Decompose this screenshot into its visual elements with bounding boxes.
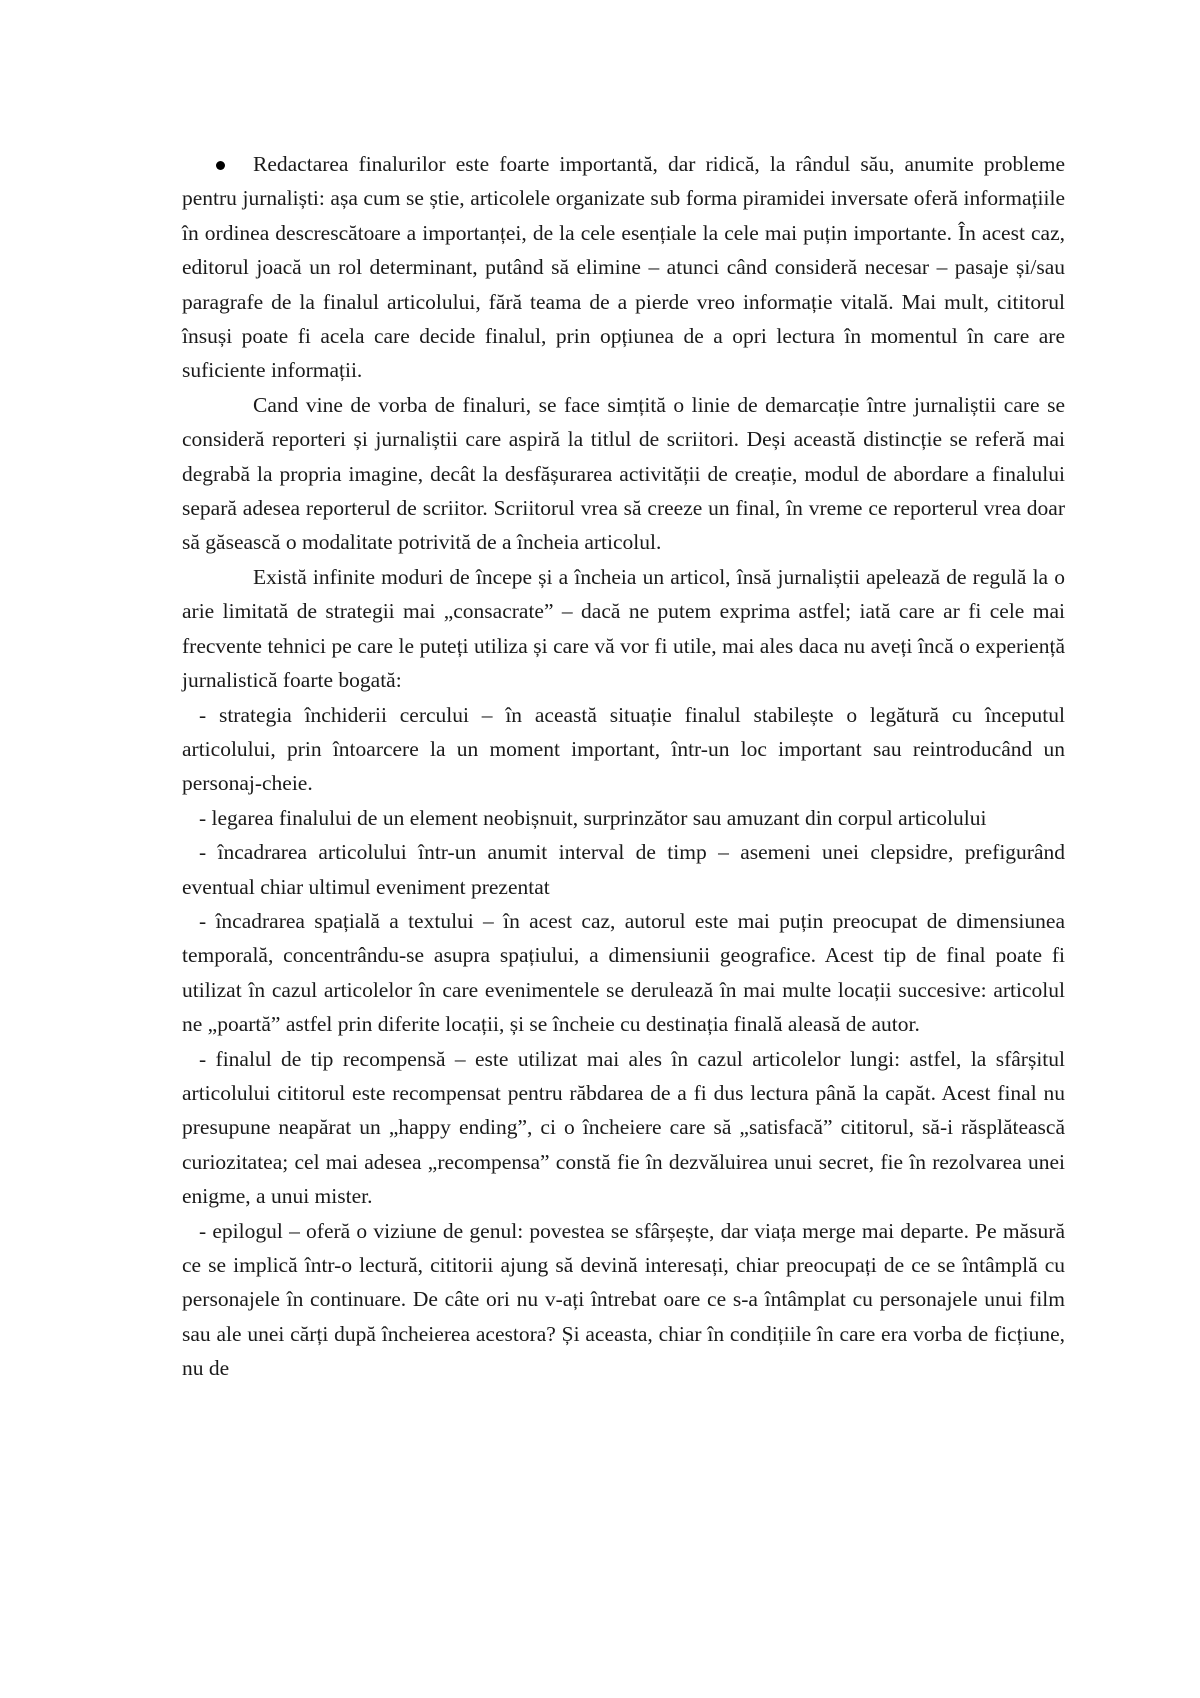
document-body [182,147,1065,1386]
bullet-paragraph [182,147,1065,388]
paragraph-strategii: Există infinite moduri de începe și a încheia un articol, însă jurnaliștii apelează de regulă la o arie limitată de strategii mai „consacrate” – dacă ne putem exprima astfel; iată care ar fi cele mai frecvente tehnici pe care le puteți utiliza și care vă vor fi utile, mai ales daca nu aveți încă o experiență jurnalistică foarte bogată: [182,564,1065,693]
list-item-incadrare-spatiala: - încadrarea spațială a textului – în acest caz, autorul este mai puțin preocupat de dimensiunea temporală, concentrându-se asupra spațiului, a dimensiunii geografice. Acest tip de final poate fi utilizat în cazul articolelor în care evenimentele se derulează în mai multe locații succesive: articolul ne „poartă” astfel prin diferite locații, și se încheie cu destinația finală aleasă de autor. [182,908,1065,1037]
list-item-epilogul: - epilogul – oferă o viziune de genul: povestea se sfârșește, dar viața merge mai departe. Pe măsură ce se implică într-o lectură, cititorii ajung să devină interesați, chiar preocupați de ce se întâmplă cu personajele în continuare. De câte ori nu v-ați întrebat oare ce s-a întâmplat cu personajele unui film sau ale unei cărți după încheierea acestora? Și aceasta, chiar în condițiile în care era vorba de ficțiune, nu de [182,1218,1065,1381]
list-item-inchiderea-cercului: - strategia închiderii cercului – în această situație finalul stabilește o legătură cu începutul articolului, prin întoarcere la un moment important, într-un loc important sau reintroducând un personaj-cheie. [182,702,1065,796]
list-item-element-neobisnuit: - legarea finalului de un element neobișnuit, surprinzător sau amuzant din corpul articolului [199,805,987,830]
paragraph-finaluri: Cand vine de vorba de finaluri, se face simțită o linie de demarcație între jurnaliștii care se consideră reporteri și jurnaliștii care aspiră la titlul de scriitori. Deși această distincție se referă mai degrabă la propria imagine, decât la desfășurarea activității de creație, modul de abordare a finalului separă adesea reporterul de scriitor. Scriitorul vrea să creeze un final, în vreme ce reporterul vrea doar să găsească o modalitate potrivită de a încheia articolul. [182,392,1065,555]
list-item-recompensa: - finalul de tip recompensă – este utilizat mai ales în cazul articolelor lungi: astfel, la sfârșitul articolului cititorul este recompensat pentru răbdarea de a fi dus lectura până la capăt. Acest final nu presupune neapărat un „happy ending”, ci o încheiere care să „satisfacă” cititorul, să-i răsplătească curiozitatea; cel mai adesea „recompensa” constă fie în dezvăluirea unui secret, fie în rezolvarea unei enigme, a unui mister. [182,1046,1065,1209]
list-item-interval-timp: - încadrarea articolului într-un anumit interval de timp – asemeni unei clepsidre, prefigurând eventual chiar ultimul eveniment prezentat [182,840,1065,899]
bullet-icon [216,161,225,170]
bullet-paragraph-text: Redactarea finalurilor este foarte importantă, dar ridică, la rândul său, anumite probleme pentru jurnaliști: așa cum se știe, articolele organizate sub forma piramidei inversate oferă informațiile în ordinea descrescătoare a importanței, de la cele esențiale la cele mai puțin importante. În acest caz, editorul joacă un rol determinant, putând să elimine – atunci când consideră necesar – pasaje și/sau paragrafe de la finalul articolului, fără teama de a pierde vreo informație vitală. Mai mult, cititorul însuși poate fi acela care decide finalul, prin opțiunea de a opri lectura în momentul în care are suficiente informații. [182,152,1065,383]
